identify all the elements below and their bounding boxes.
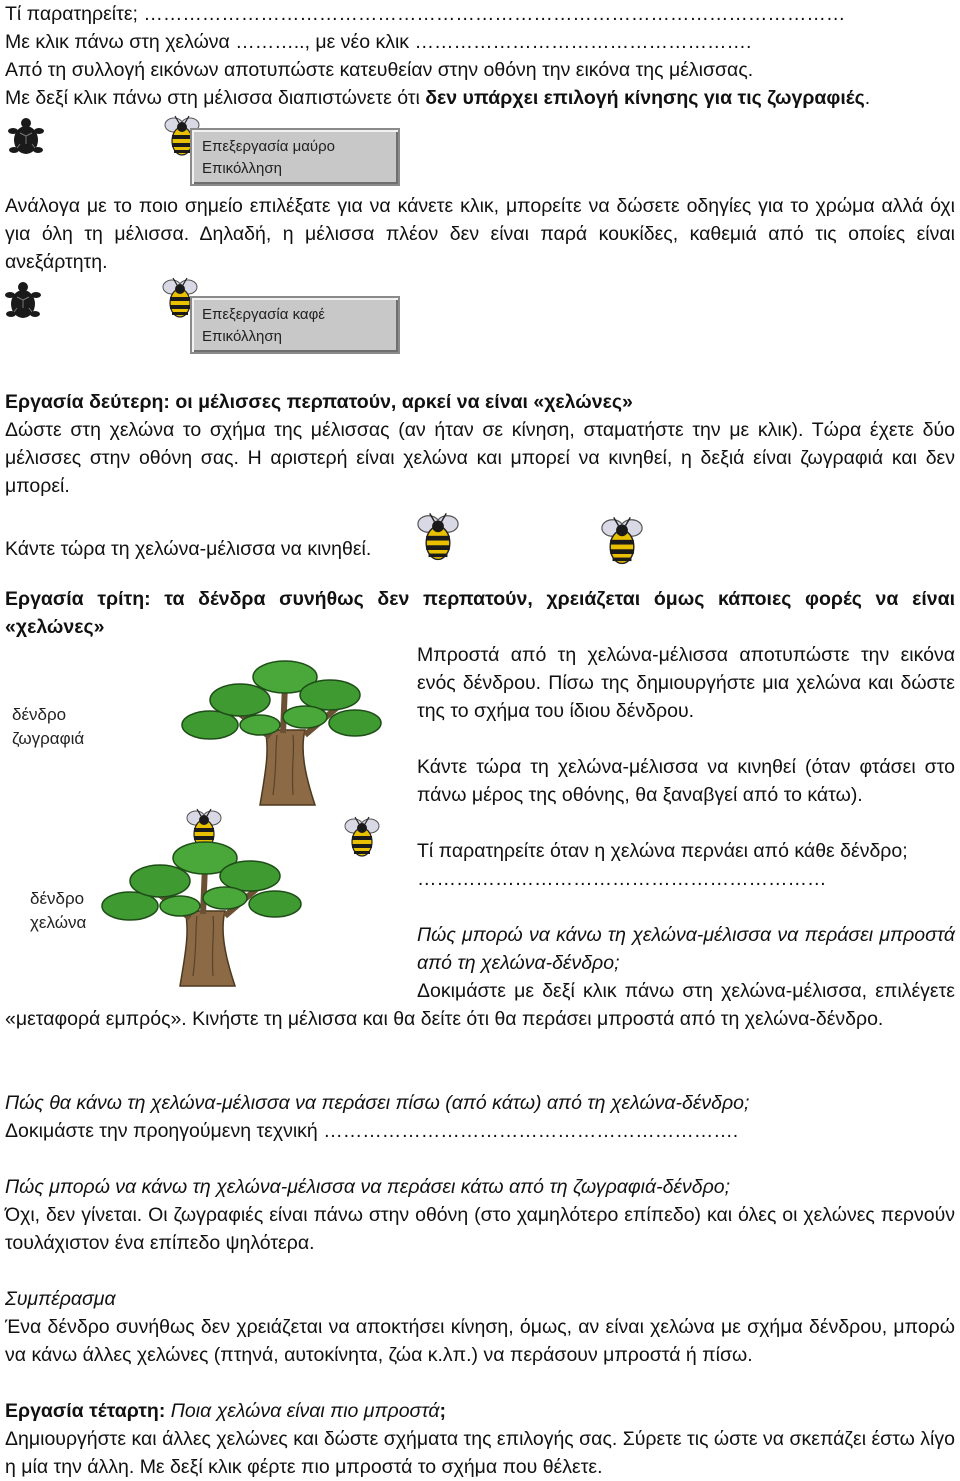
question-behind-answer: Δοκιμάστε την προηγούμενη τεχνική ………………………………………………………. <box>5 1120 739 1142</box>
tree-label-1-line2: ζωγραφιά <box>12 729 85 748</box>
task4-question: Ποια χελώνα είναι πιο μπροστά <box>165 1400 440 1422</box>
line-1: Τί παρατηρείτε; ……………………………………………………………………………………………… <box>5 3 846 25</box>
menu-item-paste: Επικόλληση <box>202 328 283 345</box>
conclusion-text: Ένα δένδρο συνήθως δεν χρειάζεται να αποκτήσει κίνηση, όμως, αν είναι χελώνα με σχήμα δένδρου, μπορώ να κάνω άλλες χελώνες (πτηνά, αυτοκίνητα, ζώα κ.λπ.) να περάσουν μπροστά ή πίσω. <box>5 1316 955 1366</box>
task4-heading <box>5 1397 446 1425</box>
context-menu-black <box>190 128 400 186</box>
task4-text: Δημιουργήστε και άλλες χελώνες και δώστε σχήματα της επιλογής σας. Σύρετε τις ώστε να σκεπάζει έστω λίγο η μία την άλλη. Με δεξί κλικ φέρτε πιο μπροστά το σχήμα που θέλετε. <box>5 1428 955 1478</box>
paragraph-color-a: Ανάλογα με το ποιο σημείο επιλέξατε για να κάνετε κλικ, μπορείτε να δώσετε οδηγίες για το χρώμα αλλά όχι για όλη τη μέλισσα. <box>5 195 955 245</box>
task3-question: Πώς μπορώ να κάνω τη χελώνα-μέλισσα να περάσει μπροστά από τη χελώνα-δένδρο; <box>417 924 955 974</box>
question-behind: Πώς θα κάνω τη χελώνα-μέλισσα να περάσει πίσω (από κάτω) από τη χελώνα-δένδρο; <box>5 1092 750 1114</box>
question-under-answer: Όχι, δεν γίνεται. Οι ζωγραφιές είναι πάνω στην οθόνη (στο χαμηλότερο επίπεδο) και όλες οι χελώνες περνούν τουλάχιστον ένα επίπεδο ψηλότερα. <box>5 1204 955 1254</box>
menu-item-paste: Επικόλληση <box>202 160 283 177</box>
task3-right-2: Κάντε τώρα τη χελώνα-μέλισσα να κινηθεί (όταν φτάσει στο πάνω μέρος της οθόνης, θα ξαναβγεί από το κάτω). <box>417 756 955 806</box>
task3-answer: Δοκιμάστε με δεξί κλικ πάνω στη χελώνα-μέλισσα, επιλέγετε «μεταφορά εμπρός». Κινήστε τη μέλισσα και θα δείτε ότι θα περάσει μπροστά από τη χελώνα-δένδρο. <box>5 980 955 1030</box>
tree-label-2-line2: χελώνα <box>30 913 87 932</box>
line-4-bold: δεν υπάρχει επιλογή κίνησης για τις ζωγραφιές <box>425 87 865 109</box>
question-under: Πώς μπορώ να κάνω τη χελώνα-μέλισσα να περάσει κάτω από τη ζωγραφιά-δένδρο; <box>5 1176 731 1198</box>
tree-label-2-line1: δένδρο <box>30 889 85 908</box>
line-4-start: Με δεξί κλικ πάνω στη μέλισσα διαπιστώνετε ότι <box>5 87 426 109</box>
task4-label: Εργασία τέταρτη: <box>5 1400 166 1422</box>
task3-right-1: Μπροστά από τη χελώνα-μέλισσα αποτυπώστε την εικόνα ενός δένδρου. Πίσω της δημιουργήστε μια χελώνα και δώστε της το σχήμα του ίδιου δένδρου. <box>417 644 955 722</box>
line-4 <box>5 84 870 112</box>
line-3: Από τη συλλογή εικόνων αποτυπώστε κατευθείαν στην οθόνη την εικόνα της μέλισσας. <box>5 59 754 81</box>
task3-dots: ……………………………………………………… <box>417 868 827 890</box>
tree-label-1-line1: δένδρο <box>12 705 67 724</box>
bee-icon <box>412 512 464 562</box>
context-menu-brown <box>190 296 400 354</box>
turtle-icon <box>8 118 44 158</box>
line-2: Με κλικ πάνω στη χελώνα ……….., με νέο κλικ ……………………………………………. <box>5 31 752 53</box>
task2-heading: Εργασία δεύτερη: οι μέλισσες περπατούν, αρκεί να είναι «χελώνες» <box>5 391 633 413</box>
conclusion-title: Συμπέρασμα <box>5 1288 116 1310</box>
menu-item-edit-brown: Επεξεργασία καφέ <box>202 306 325 323</box>
bee-icon <box>596 516 648 566</box>
task4-semicolon: ; <box>439 1400 446 1422</box>
paragraph-color <box>5 192 955 276</box>
task2-text: Δώστε στη χελώνα το σχήμα της μέλισσας (αν ήταν σε κίνηση, σταματήστε την με κλικ). Τώρα έχετε δύο μέλισσες στην οθόνη σας. Η αριστερή είναι χελώνα και μπορεί να κινηθεί, η δεξιά είναι ζωγραφιά και δεν μπορεί. <box>5 419 955 497</box>
task3-right-3: Τί παρατηρείτε όταν η χελώνα περνάει από κάθε δένδρο; <box>417 840 908 862</box>
line-4-end: . <box>864 87 871 109</box>
menu-item-edit-black: Επεξεργασία μαύρο <box>202 138 335 155</box>
turtle-icon <box>5 282 41 322</box>
task3-heading: Εργασία τρίτη: τα δένδρα συνήθως δεν περπατούν, χρειάζεται όμως κάποιες φορές να είναι «χελώνες» <box>5 588 955 638</box>
paragraph-color-b: Δηλαδή, η μέλισσα πλέον δεν είναι παρά κουκίδες, καθεμιά από τις οποίες είναι ανεξάρτητη. <box>5 223 955 273</box>
task2-move: Κάντε τώρα τη χελώνα-μέλισσα να κινηθεί. <box>5 538 372 560</box>
